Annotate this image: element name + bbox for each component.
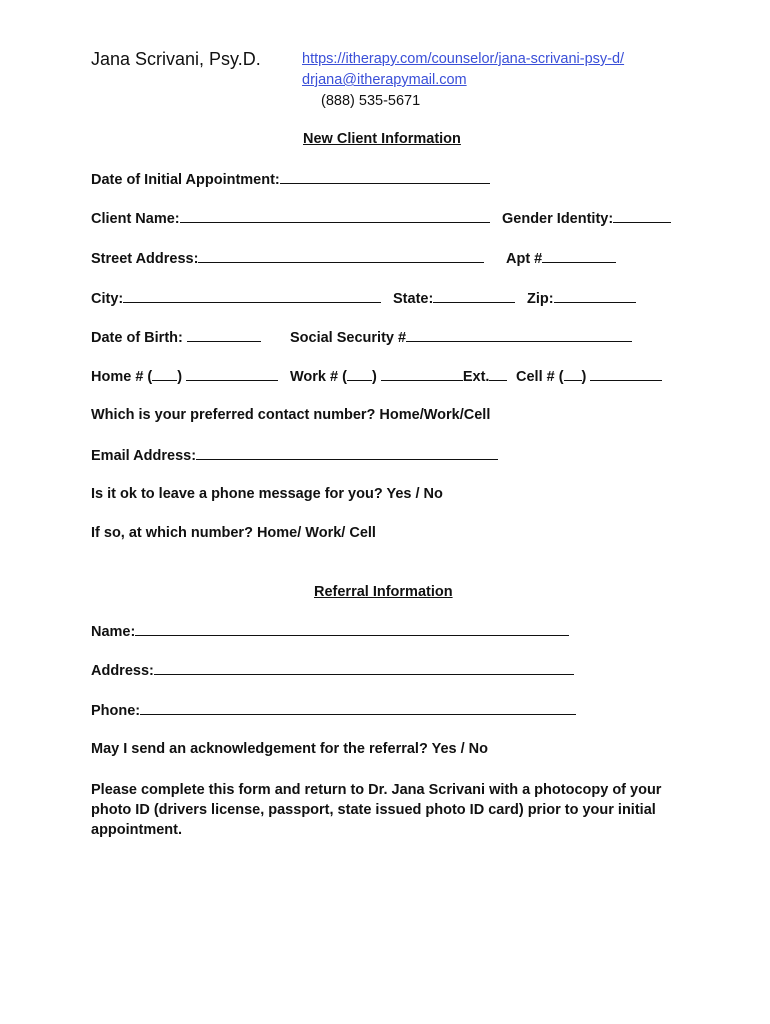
work-area-field[interactable] <box>347 368 372 381</box>
ext-field[interactable] <box>489 368 507 381</box>
initial-appointment-label: Date of Initial Appointment: <box>91 172 280 188</box>
street-label: Street Address: <box>91 251 199 267</box>
cell-area-field[interactable] <box>564 368 582 381</box>
referral-address-label: Address: <box>91 663 154 679</box>
cell-close: ) <box>581 369 587 385</box>
client-name-label: Client Name: <box>91 211 180 227</box>
ssn-label: Social Security # <box>290 330 407 346</box>
city-field[interactable] <box>123 290 381 303</box>
provider-name: Jana Scrivani, Psy.D. <box>91 49 261 69</box>
home-area-field[interactable] <box>152 368 177 381</box>
city-label: City: <box>91 291 124 307</box>
referral-address-row <box>91 662 574 679</box>
phones-row <box>91 368 278 385</box>
acknowledgement-question: May I send an acknowledgement for the referral? Yes / No <box>91 741 488 757</box>
apt-label: Apt # <box>506 251 543 267</box>
zip-row <box>527 290 636 307</box>
email-label: Email Address: <box>91 448 197 464</box>
state-field[interactable] <box>433 290 515 303</box>
gender-row <box>502 210 671 227</box>
apt-field[interactable] <box>542 250 616 263</box>
client-name-field[interactable] <box>180 210 490 223</box>
home-label: Home # ( <box>91 369 153 385</box>
zip-field[interactable] <box>554 290 636 303</box>
work-label: Work # ( <box>290 369 347 385</box>
street-row <box>91 250 484 267</box>
instructions-paragraph: Please complete this form and return to Dr. Jana Scrivani with a photocopy of your photo ID (drivers license, passport, state issued photo ID card) prior to your initial appointment. <box>91 782 662 838</box>
referral-phone-field[interactable] <box>140 702 576 715</box>
apt-row <box>506 250 616 267</box>
ssn-row <box>290 329 632 346</box>
zip-label: Zip: <box>527 291 554 307</box>
referral-address-field[interactable] <box>154 662 574 675</box>
home-number-field[interactable] <box>186 368 278 381</box>
email-field[interactable] <box>196 447 498 460</box>
gender-label: Gender Identity: <box>502 211 614 227</box>
referral-name-row <box>91 623 569 640</box>
state-row <box>393 290 515 307</box>
phone-number: (888) 535-5671 <box>321 93 421 109</box>
gender-field[interactable] <box>613 210 671 223</box>
dob-field[interactable] <box>187 329 261 342</box>
city-row <box>91 290 381 307</box>
client-name-row <box>91 210 490 227</box>
cell-number-field[interactable] <box>590 368 662 381</box>
work-row <box>290 368 507 385</box>
referral-name-label: Name: <box>91 624 136 640</box>
initial-appointment-field[interactable] <box>280 171 490 184</box>
referral-phone-row <box>91 702 576 719</box>
street-field[interactable] <box>198 250 484 263</box>
home-close: ) <box>177 369 183 385</box>
work-close: ) <box>371 369 377 385</box>
email-row <box>91 447 498 464</box>
referral-phone-label: Phone: <box>91 703 141 719</box>
which-number-question: If so, at which number? Home/ Work/ Cell <box>91 525 376 541</box>
referral-title: Referral Information <box>314 584 453 600</box>
dob-row <box>91 329 261 346</box>
email-link[interactable]: drjana@itherapymail.com <box>302 72 467 88</box>
dob-label: Date of Birth: <box>91 330 183 346</box>
leave-message-question: Is it ok to leave a phone message for you? Yes / No <box>91 486 443 502</box>
ext-label: Ext. <box>462 369 490 385</box>
cell-row <box>516 368 662 385</box>
work-number-field[interactable] <box>381 368 463 381</box>
initial-appointment-row <box>91 171 490 188</box>
preferred-contact: Which is your preferred contact number? Home/Work/Cell <box>91 407 491 423</box>
new-client-title: New Client Information <box>303 131 461 147</box>
referral-name-field[interactable] <box>135 623 569 636</box>
ssn-field[interactable] <box>406 329 632 342</box>
state-label: State: <box>393 291 434 307</box>
website-link[interactable]: https://itherapy.com/counselor/jana-scrivani-psy-d/ <box>302 51 625 67</box>
cell-label: Cell # ( <box>516 369 564 385</box>
